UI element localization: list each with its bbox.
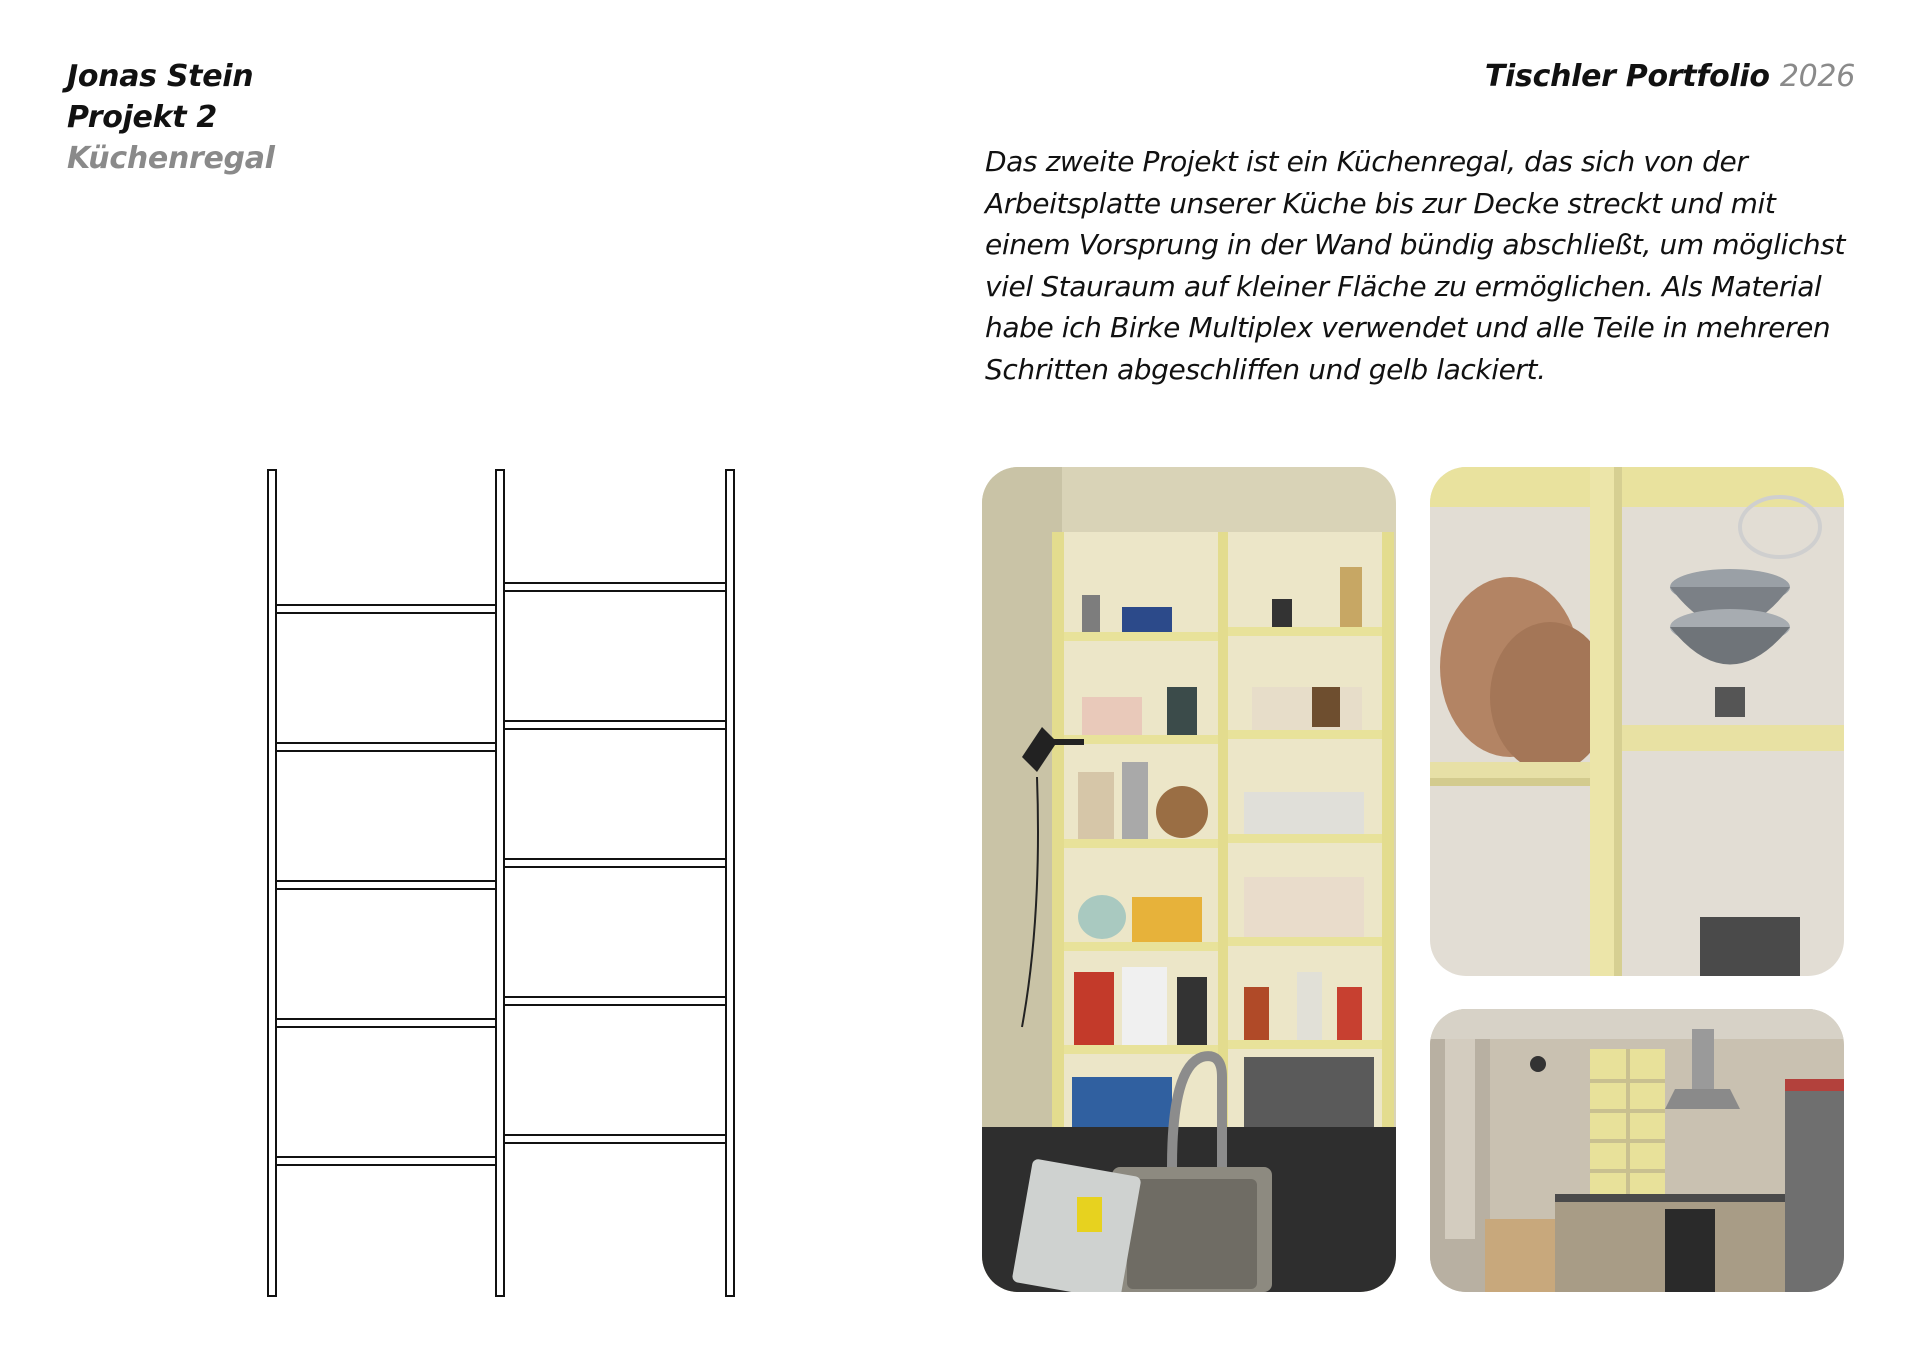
photo-shelf-full xyxy=(982,467,1396,1292)
shelf-board-right-5 xyxy=(504,1135,726,1143)
project-subtitle: Küchenregal xyxy=(67,141,275,176)
shelf-board-right-2 xyxy=(504,721,726,729)
project-number: Projekt 2 xyxy=(67,100,218,135)
shelf-board-right-1 xyxy=(504,583,726,591)
project-description: Das zweite Projekt ist ein Küchenregal, das sich von der Arbeitsplatte unserer Küche bis zur Decke streckt und mit einem Vorsprung in der Wand bündig abschließt, um möglichst viel Stauraum auf kleiner Fläche zu ermöglichen. Als Material habe ich Birke Multiplex verwendet und alle Teile in mehreren Schritten abgeschliffen und gelb lackiert. xyxy=(985,145,1846,386)
author-name: Jonas Stein xyxy=(67,59,254,94)
shelf-board-left-5 xyxy=(276,1157,496,1165)
shelf-board-right-3 xyxy=(504,859,726,867)
shelf-board-right-4 xyxy=(504,997,726,1005)
shelf-board-left-3 xyxy=(276,881,496,889)
shelf-board-left-4 xyxy=(276,1019,496,1027)
header-left xyxy=(67,56,275,179)
shelf-side-right xyxy=(726,470,734,1296)
portfolio-year: 2026 xyxy=(1779,59,1855,94)
shelf-line-drawing xyxy=(260,465,750,1305)
header-right xyxy=(1485,56,1855,97)
shelf-side-left xyxy=(268,470,276,1296)
shelf-board-left-1 xyxy=(276,605,496,613)
shelf-side-middle xyxy=(496,470,504,1296)
shelf-board-left-2 xyxy=(276,743,496,751)
photo-kitchen-overview xyxy=(1430,1009,1844,1292)
portfolio-title: Tischler Portfolio xyxy=(1484,59,1770,94)
photo-shelf-detail xyxy=(1430,467,1844,976)
